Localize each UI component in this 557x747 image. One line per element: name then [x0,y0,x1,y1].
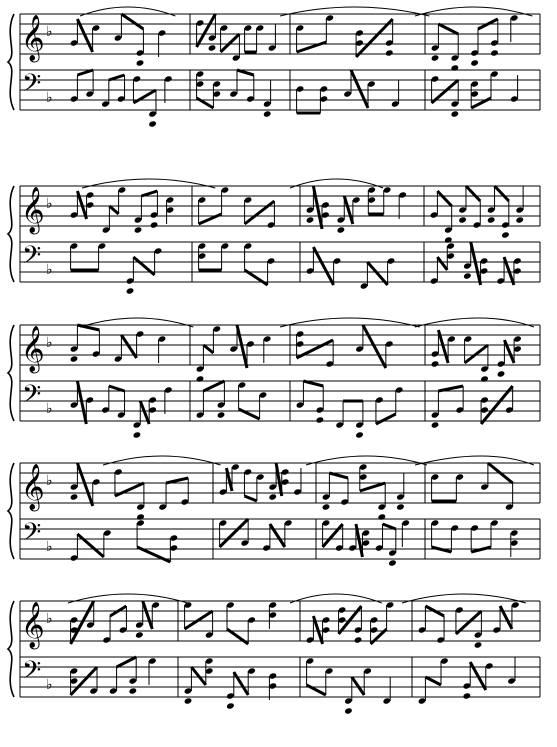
treble-beam [237,325,247,368]
treble-notehead [497,370,506,377]
treble-beam [245,201,275,224]
treble-beam [313,186,322,229]
treble-beam [438,24,458,34]
treble-notehead [70,355,79,362]
phrase-slur [82,179,215,188]
treble-beam [77,325,99,330]
treble-beam [329,473,348,478]
system-brace [8,601,14,697]
system-2 [8,179,540,295]
treble-clef-icon: 𝄞 [21,187,45,233]
treble-beam [166,478,188,483]
bass-beam [109,386,125,391]
treble-notehead [70,493,79,500]
bass-beam [471,242,481,285]
treble-beam [313,616,322,644]
bass-clef-icon: 𝄢 [22,518,42,553]
bass-notehead [126,287,135,294]
system-3 [8,318,540,439]
treble-beam [197,14,216,47]
treble-notehead [490,49,499,56]
phrase-slur [290,179,383,188]
phrase-slur [306,456,427,465]
phrase-slur [415,7,532,16]
treble-clef-icon: 𝄞 [21,15,45,61]
key-flat-icon: ♭ [46,677,53,693]
key-flat-icon: ♭ [46,611,53,627]
treble-notehead [136,59,145,66]
treble-beam [244,496,256,501]
key-flat-icon: ♭ [46,196,53,212]
bass-beam [351,70,368,108]
bass-beam [237,70,254,75]
bass-beam [234,672,248,695]
treble-notehead [458,216,467,223]
treble-beam [437,191,451,206]
treble-notehead [501,231,510,238]
bass-beam [504,257,514,285]
bass-beam [77,381,86,424]
bass-beam [352,677,364,695]
phrase-slur [402,594,526,603]
system-brace [8,14,14,110]
treble-clef-icon: 𝄞 [21,326,45,372]
treble-clef-icon: 𝄞 [21,602,45,648]
key-flat-icon: ♭ [46,401,53,417]
bass-clef-icon: 𝄢 [22,69,42,104]
phrase-slur [290,594,382,603]
bass-beam [77,70,93,75]
treble-notehead [322,503,331,510]
key-flat-icon: ♭ [46,539,53,555]
bass-clef-icon: 𝄢 [22,380,42,415]
treble-notehead [474,641,483,648]
key-flat-icon: ♭ [46,335,53,351]
bass-beam [481,386,513,424]
bass-beam [203,381,224,391]
phrase-slur [68,594,188,603]
treble-notehead [337,226,346,233]
treble-beam [121,14,143,29]
bass-beam [77,534,103,557]
treble-beam [143,601,153,629]
system-brace [8,325,14,421]
treble-beam [363,325,386,368]
bass-beam [270,524,285,547]
treble-beam [344,196,353,224]
bass-notehead [355,431,364,438]
treble-beam [221,34,240,52]
key-flat-icon: ♭ [46,90,53,106]
treble-notehead [515,216,524,223]
bass-clef-icon: 𝄢 [22,241,42,276]
treble-notehead [196,375,205,382]
phrase-slur [415,318,534,327]
treble-notehead [136,513,145,520]
treble-notehead [487,216,496,223]
bass-notehead [431,421,440,428]
system-brace [8,463,14,559]
treble-beam [77,191,86,219]
bass-notehead [133,431,142,438]
bass-beam [133,90,156,103]
bass-beam [117,657,137,667]
system-5 [8,594,540,715]
phrase-slur [415,456,534,465]
bass-notehead [463,692,472,699]
bass-clef-icon: 𝄢 [22,656,42,691]
treble-beam [504,340,514,363]
treble-notehead [396,503,405,510]
treble-beam [109,206,118,214]
treble-beam [466,186,480,201]
bass-beam [313,247,333,285]
key-flat-icon: ♭ [46,473,53,489]
bass-notehead [217,411,226,418]
treble-notehead [431,54,440,61]
bass-notehead [226,702,235,709]
treble-beam [276,463,282,496]
bass-beam [191,667,205,685]
bass-notehead [344,707,353,714]
treble-beam [77,463,92,506]
treble-beam [360,483,385,491]
bass-beam [303,381,323,386]
treble-beam [115,483,144,496]
treble-beam [226,468,232,491]
bass-notehead [463,272,472,279]
treble-clef-icon: 𝄞 [21,464,45,510]
treble-beam [465,345,488,363]
bass-beam [438,386,463,391]
key-flat-icon: ♭ [46,24,53,40]
treble-notehead [385,49,394,56]
treble-beam [500,606,512,629]
treble-notehead [470,59,479,66]
treble-beam [495,186,509,201]
treble-notehead [306,216,315,223]
treble-notehead [150,221,159,228]
treble-notehead [208,44,217,51]
bass-beam [425,677,441,685]
bass-beam [109,75,125,80]
system-1 [8,7,540,128]
treble-notehead [135,631,144,638]
key-flat-icon: ♭ [46,262,53,278]
bass-beam [323,524,343,547]
treble-beam [185,611,213,629]
system-4 [8,456,540,567]
bass-beam [376,414,396,424]
bass-notehead [388,559,397,566]
phrase-slur [280,7,429,16]
treble-notehead [431,360,440,367]
system-brace [8,186,14,282]
bass-notehead [148,120,157,127]
treble-notehead [354,636,363,643]
phrase-slur [280,318,420,327]
treble-notehead [134,226,143,233]
treble-notehead [378,513,387,520]
phrase-slur [103,456,221,465]
bass-notehead [451,110,460,117]
treble-notehead [444,236,453,243]
treble-beam [203,345,213,353]
bass-notehead [184,697,193,704]
bass-notehead [316,416,325,423]
treble-notehead [451,64,460,71]
bass-beam [437,257,447,270]
treble-beam [141,191,157,196]
phrase-slur [80,7,175,16]
bass-notehead [263,110,272,117]
bass-beam [383,524,396,529]
treble-notehead [480,375,489,382]
phrase-slur [80,318,193,327]
treble-notehead [268,493,277,500]
bass-beam [470,662,486,690]
bass-notehead [129,687,138,694]
